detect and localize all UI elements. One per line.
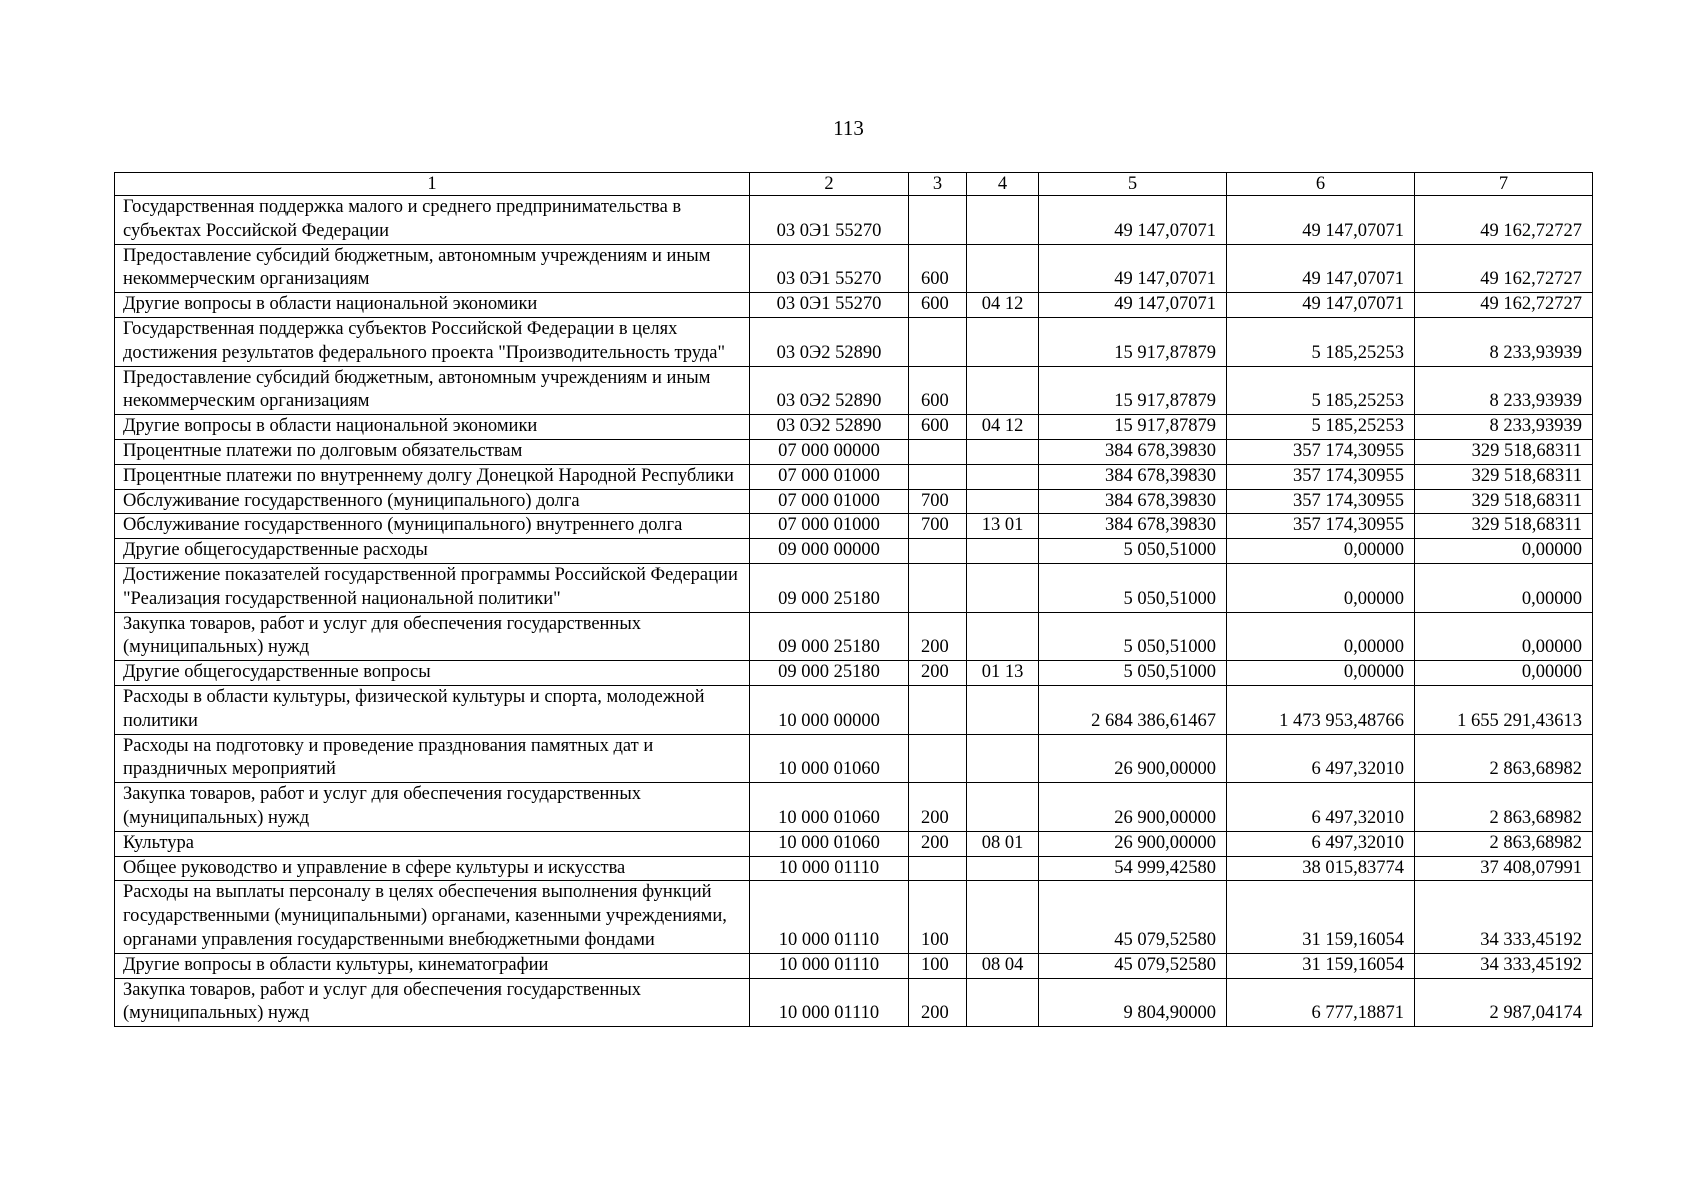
amount-year2-cell: 357 174,30955 [1227,514,1415,539]
target-code-cell: 03 0Э1 55270 [750,293,909,318]
expense-type-cell [909,685,967,734]
amount-year2-cell: 0,00000 [1227,612,1415,661]
section-code-cell: 08 01 [967,831,1039,856]
amount-year1-cell: 384 678,39830 [1039,514,1227,539]
target-code-cell: 10 000 01060 [750,783,909,832]
expense-type-cell: 600 [909,244,967,293]
amount-year1-cell: 49 147,07071 [1039,244,1227,293]
amount-year2-cell: 357 174,30955 [1227,489,1415,514]
target-code-cell: 10 000 01110 [750,856,909,881]
table-row [115,661,1593,686]
section-code-cell [967,489,1039,514]
amount-year3-cell: 34 333,45192 [1415,953,1593,978]
section-code-cell [967,856,1039,881]
amount-year3-cell: 8 233,93939 [1415,317,1593,366]
amount-year3-cell: 329 518,68311 [1415,489,1593,514]
item-name-cell: Достижение показателей государственной программы Российской Федерации "Реализация государственной национальной политики" [115,563,750,612]
amount-year2-cell: 31 159,16054 [1227,881,1415,953]
item-name-cell: Государственная поддержка субъектов Российской Федерации в целях достижения результатов федерального проекта "Производительность труда" [115,317,750,366]
target-code-cell: 03 0Э2 52890 [750,366,909,415]
amount-year3-cell: 0,00000 [1415,661,1593,686]
target-code-cell: 07 000 01000 [750,464,909,489]
item-name-cell: Культура [115,831,750,856]
amount-year3-cell: 329 518,68311 [1415,464,1593,489]
expense-type-cell [909,317,967,366]
target-code-cell: 03 0Э1 55270 [750,196,909,245]
expense-type-cell [909,196,967,245]
amount-year1-cell: 5 050,51000 [1039,563,1227,612]
budget-table [114,172,1593,1027]
item-name-cell: Обслуживание государственного (муниципального) внутреннего долга [115,514,750,539]
amount-year3-cell: 2 987,04174 [1415,978,1593,1027]
column-header: 2 [750,173,909,196]
amount-year1-cell: 45 079,52580 [1039,881,1227,953]
target-code-cell: 09 000 25180 [750,563,909,612]
target-code-cell: 10 000 01060 [750,734,909,783]
table-row [115,489,1593,514]
target-code-cell: 03 0Э1 55270 [750,244,909,293]
table-row [115,685,1593,734]
amount-year1-cell: 5 050,51000 [1039,539,1227,564]
amount-year2-cell: 49 147,07071 [1227,244,1415,293]
amount-year3-cell: 8 233,93939 [1415,415,1593,440]
item-name-cell: Другие вопросы в области культуры, кинематографии [115,953,750,978]
amount-year2-cell: 0,00000 [1227,661,1415,686]
item-name-cell: Предоставление субсидий бюджетным, автономным учреждениям и иным некоммерческим организациям [115,366,750,415]
item-name-cell: Общее руководство и управление в сфере культуры и искусства [115,856,750,881]
section-code-cell: 01 13 [967,661,1039,686]
amount-year1-cell: 9 804,90000 [1039,978,1227,1027]
target-code-cell: 07 000 01000 [750,514,909,539]
amount-year1-cell: 26 900,00000 [1039,734,1227,783]
expense-type-cell: 600 [909,415,967,440]
table-row [115,464,1593,489]
table-row [115,831,1593,856]
section-code-cell: 08 04 [967,953,1039,978]
amount-year1-cell: 5 050,51000 [1039,661,1227,686]
amount-year3-cell: 8 233,93939 [1415,366,1593,415]
target-code-cell: 10 000 01110 [750,953,909,978]
item-name-cell: Государственная поддержка малого и среднего предпринимательства в субъектах Российской Федерации [115,196,750,245]
column-header: 1 [115,173,750,196]
amount-year3-cell: 2 863,68982 [1415,783,1593,832]
amount-year1-cell: 49 147,07071 [1039,196,1227,245]
amount-year1-cell: 54 999,42580 [1039,856,1227,881]
amount-year2-cell: 6 497,32010 [1227,734,1415,783]
amount-year3-cell: 2 863,68982 [1415,831,1593,856]
amount-year2-cell: 5 185,25253 [1227,317,1415,366]
column-header: 7 [1415,173,1593,196]
amount-year1-cell: 384 678,39830 [1039,489,1227,514]
amount-year3-cell: 0,00000 [1415,539,1593,564]
amount-year1-cell: 15 917,87879 [1039,415,1227,440]
amount-year1-cell: 2 684 386,61467 [1039,685,1227,734]
item-name-cell: Закупка товаров, работ и услуг для обеспечения государственных (муниципальных) нужд [115,612,750,661]
target-code-cell: 10 000 00000 [750,685,909,734]
amount-year1-cell: 384 678,39830 [1039,464,1227,489]
table-row [115,514,1593,539]
target-code-cell: 09 000 25180 [750,661,909,686]
table-row [115,539,1593,564]
amount-year2-cell: 357 174,30955 [1227,464,1415,489]
amount-year3-cell: 34 333,45192 [1415,881,1593,953]
table-row [115,612,1593,661]
section-code-cell [967,244,1039,293]
item-name-cell: Другие общегосударственные расходы [115,539,750,564]
section-code-cell [967,563,1039,612]
section-code-cell [967,612,1039,661]
column-header: 3 [909,173,967,196]
section-code-cell [967,439,1039,464]
expense-type-cell: 200 [909,783,967,832]
item-name-cell: Процентные платежи по долговым обязательствам [115,439,750,464]
target-code-cell: 09 000 25180 [750,612,909,661]
amount-year1-cell: 45 079,52580 [1039,953,1227,978]
amount-year3-cell: 0,00000 [1415,563,1593,612]
item-name-cell: Другие общегосударственные вопросы [115,661,750,686]
amount-year1-cell: 49 147,07071 [1039,293,1227,318]
column-header: 6 [1227,173,1415,196]
amount-year1-cell: 15 917,87879 [1039,317,1227,366]
amount-year3-cell: 1 655 291,43613 [1415,685,1593,734]
table-row [115,196,1593,245]
table-row [115,317,1593,366]
expense-type-cell [909,856,967,881]
expense-type-cell: 200 [909,978,967,1027]
table-row [115,439,1593,464]
amount-year1-cell: 26 900,00000 [1039,783,1227,832]
amount-year2-cell: 6 777,18871 [1227,978,1415,1027]
expense-type-cell: 200 [909,661,967,686]
expense-type-cell: 100 [909,881,967,953]
target-code-cell: 10 000 01060 [750,831,909,856]
column-header: 4 [967,173,1039,196]
amount-year3-cell: 49 162,72727 [1415,293,1593,318]
table-row [115,783,1593,832]
item-name-cell: Расходы в области культуры, физической культуры и спорта, молодежной политики [115,685,750,734]
section-code-cell [967,783,1039,832]
item-name-cell: Другие вопросы в области национальной экономики [115,415,750,440]
section-code-cell [967,464,1039,489]
table-body [115,196,1593,1027]
target-code-cell: 10 000 01110 [750,881,909,953]
target-code-cell: 03 0Э2 52890 [750,317,909,366]
target-code-cell: 09 000 00000 [750,539,909,564]
section-code-cell [967,881,1039,953]
table-row [115,978,1593,1027]
amount-year1-cell: 26 900,00000 [1039,831,1227,856]
amount-year3-cell: 329 518,68311 [1415,439,1593,464]
section-code-cell: 13 01 [967,514,1039,539]
item-name-cell: Расходы на выплаты персоналу в целях обеспечения выполнения функций государственными (муниципальными) органами, казенными учреждениями, органами управления государственными внебюджетными фондами [115,881,750,953]
expense-type-cell [909,539,967,564]
target-code-cell: 07 000 00000 [750,439,909,464]
amount-year2-cell: 49 147,07071 [1227,196,1415,245]
amount-year3-cell: 49 162,72727 [1415,196,1593,245]
section-code-cell: 04 12 [967,415,1039,440]
amount-year2-cell: 6 497,32010 [1227,783,1415,832]
table-row [115,293,1593,318]
expense-type-cell [909,464,967,489]
column-header: 5 [1039,173,1227,196]
page-number: 113 [833,116,864,140]
expense-type-cell [909,563,967,612]
table-row [115,734,1593,783]
item-name-cell: Обслуживание государственного (муниципального) долга [115,489,750,514]
amount-year1-cell: 15 917,87879 [1039,366,1227,415]
item-name-cell: Расходы на подготовку и проведение празднования памятных дат и праздничных мероприятий [115,734,750,783]
amount-year3-cell: 2 863,68982 [1415,734,1593,783]
expense-type-cell: 700 [909,514,967,539]
amount-year2-cell: 31 159,16054 [1227,953,1415,978]
amount-year2-cell: 0,00000 [1227,539,1415,564]
section-code-cell [967,685,1039,734]
amount-year2-cell: 5 185,25253 [1227,415,1415,440]
expense-type-cell: 600 [909,293,967,318]
section-code-cell [967,734,1039,783]
item-name-cell: Другие вопросы в области национальной экономики [115,293,750,318]
amount-year1-cell: 5 050,51000 [1039,612,1227,661]
section-code-cell [967,978,1039,1027]
amount-year2-cell: 0,00000 [1227,563,1415,612]
amount-year3-cell: 49 162,72727 [1415,244,1593,293]
expense-type-cell [909,439,967,464]
table-row [115,244,1593,293]
amount-year1-cell: 384 678,39830 [1039,439,1227,464]
table-row [115,415,1593,440]
amount-year3-cell: 329 518,68311 [1415,514,1593,539]
section-code-cell [967,317,1039,366]
column-number-row [115,173,1593,196]
table-row [115,563,1593,612]
amount-year3-cell: 0,00000 [1415,612,1593,661]
section-code-cell [967,366,1039,415]
target-code-cell: 03 0Э2 52890 [750,415,909,440]
item-name-cell: Закупка товаров, работ и услуг для обеспечения государственных (муниципальных) нужд [115,783,750,832]
amount-year3-cell: 37 408,07991 [1415,856,1593,881]
amount-year2-cell: 5 185,25253 [1227,366,1415,415]
expense-type-cell: 100 [909,953,967,978]
target-code-cell: 07 000 01000 [750,489,909,514]
item-name-cell: Предоставление субсидий бюджетным, автономным учреждениям и иным некоммерческим организациям [115,244,750,293]
expense-type-cell: 600 [909,366,967,415]
expense-type-cell: 700 [909,489,967,514]
item-name-cell: Процентные платежи по внутреннему долгу Донецкой Народной Республики [115,464,750,489]
section-code-cell [967,196,1039,245]
amount-year2-cell: 357 174,30955 [1227,439,1415,464]
section-code-cell [967,539,1039,564]
table-row [115,953,1593,978]
expense-type-cell: 200 [909,612,967,661]
amount-year2-cell: 49 147,07071 [1227,293,1415,318]
table-row [115,881,1593,953]
target-code-cell: 10 000 01110 [750,978,909,1027]
amount-year2-cell: 38 015,83774 [1227,856,1415,881]
table-row [115,856,1593,881]
item-name-cell: Закупка товаров, работ и услуг для обеспечения государственных (муниципальных) нужд [115,978,750,1027]
amount-year2-cell: 1 473 953,48766 [1227,685,1415,734]
section-code-cell: 04 12 [967,293,1039,318]
amount-year2-cell: 6 497,32010 [1227,831,1415,856]
table-row [115,366,1593,415]
expense-type-cell: 200 [909,831,967,856]
expense-type-cell [909,734,967,783]
